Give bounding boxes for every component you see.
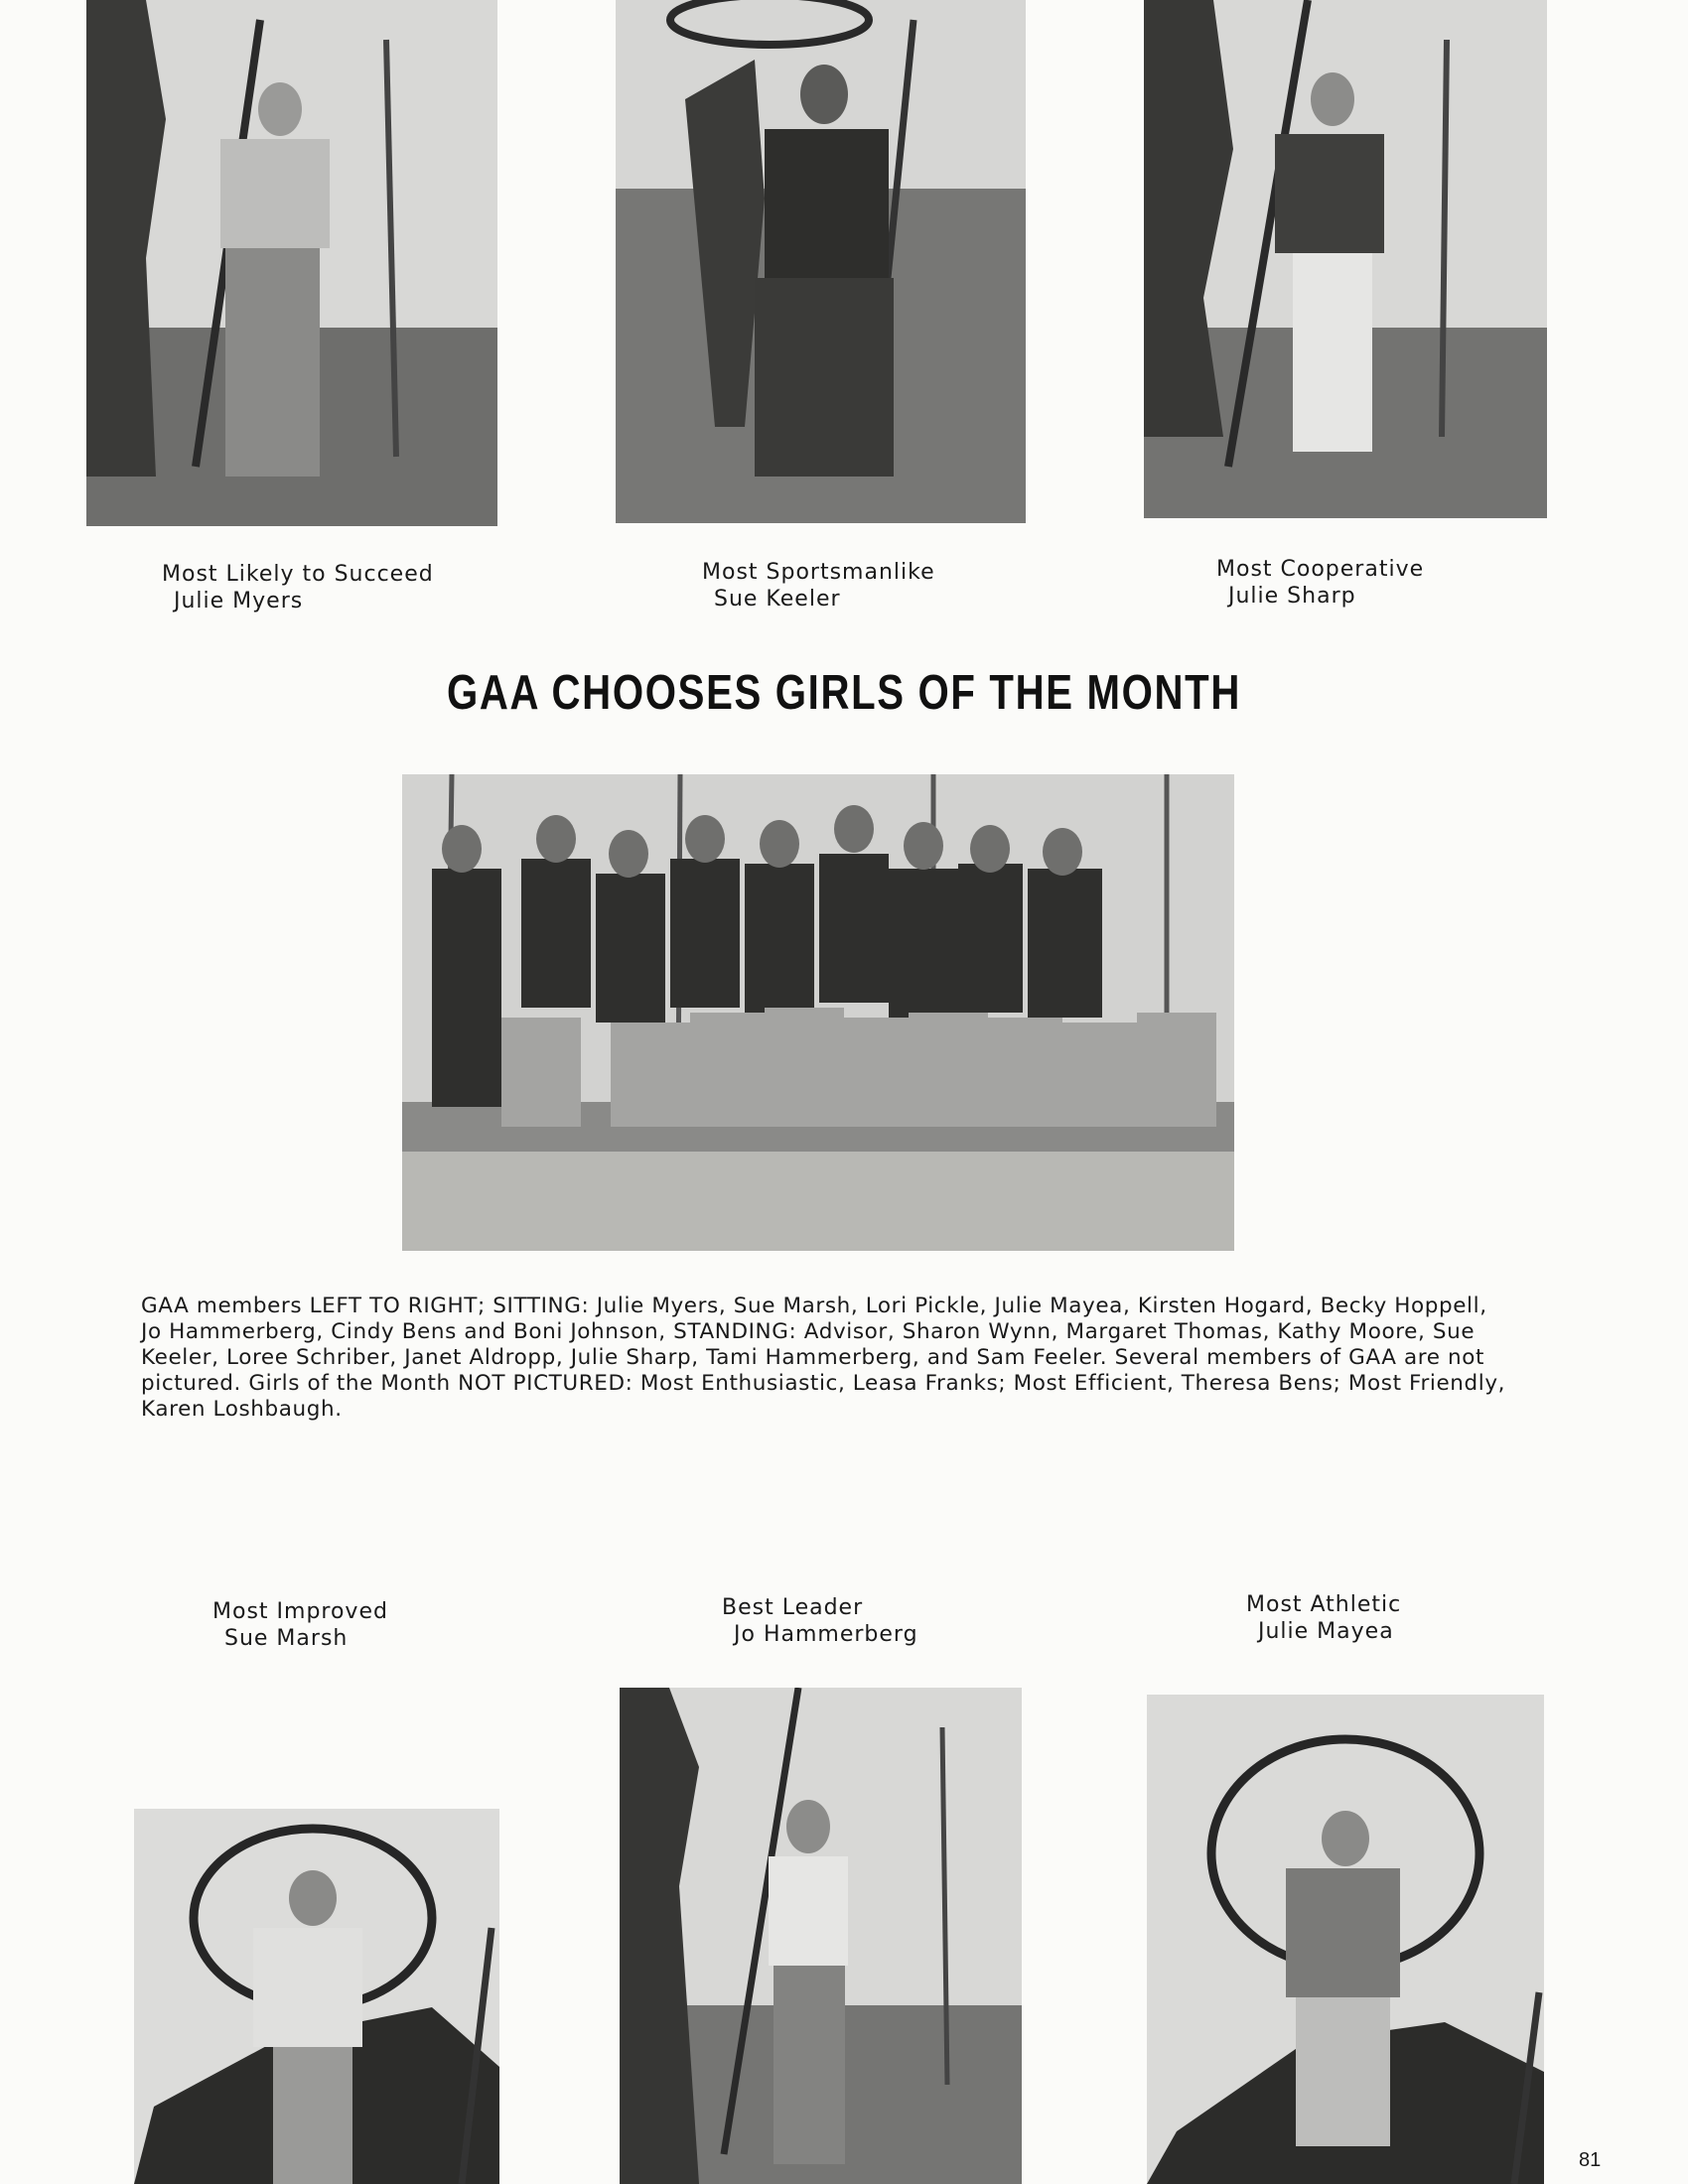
award-caption-most-likely-to-succeed: Most Likely to Succeed Julie Myers [162, 562, 434, 614]
award-caption-best-leader: Best Leader Jo Hammerberg [722, 1595, 918, 1647]
award-caption-most-improved: Most Improved Sue Marsh [212, 1599, 388, 1651]
photo-jo-hammerberg [620, 1688, 1022, 2184]
page-headline: GAA CHOOSES GIRLS OF THE MONTH [447, 666, 1241, 720]
page-number: 81 [1579, 2149, 1602, 2171]
photo-sue-keeler [616, 0, 1026, 523]
award-caption-most-sportsmanlike: Most Sportsmanlike Sue Keeler [702, 560, 935, 612]
photo-julie-sharp [1144, 0, 1547, 518]
award-caption-most-cooperative: Most Cooperative Julie Sharp [1216, 557, 1425, 609]
group-photo-caption: GAA members LEFT TO RIGHT; SITTING: Julie Myers, Sue Marsh, Lori Pickle, Julie Mayea, Kirsten Hogard, Becky Hoppell, Jo Hammerberg, Cindy Bens and Boni Johnson, STANDING: Advisor, Sharon Wynn, Margaret Thomas, Kathy Moore, Sue Keeler, Loree Schriber, Janet Aldropp, Julie Sharp, Tami Hammerberg, and Sam Feeler. Several members of GAA are not pictured. Girls of the Month NOT PICTURED: Most Enthusiastic, Leasa Franks; Most Efficient, Theresa Bens; Most Friendly, Karen Loshbaugh. [141, 1294, 1506, 1422]
photo-gaa-group [402, 774, 1234, 1251]
photo-julie-myers [86, 0, 497, 526]
photo-sue-marsh [134, 1809, 499, 2184]
photo-julie-mayea [1147, 1695, 1544, 2184]
award-caption-most-athletic: Most Athletic Julie Mayea [1246, 1592, 1402, 1644]
